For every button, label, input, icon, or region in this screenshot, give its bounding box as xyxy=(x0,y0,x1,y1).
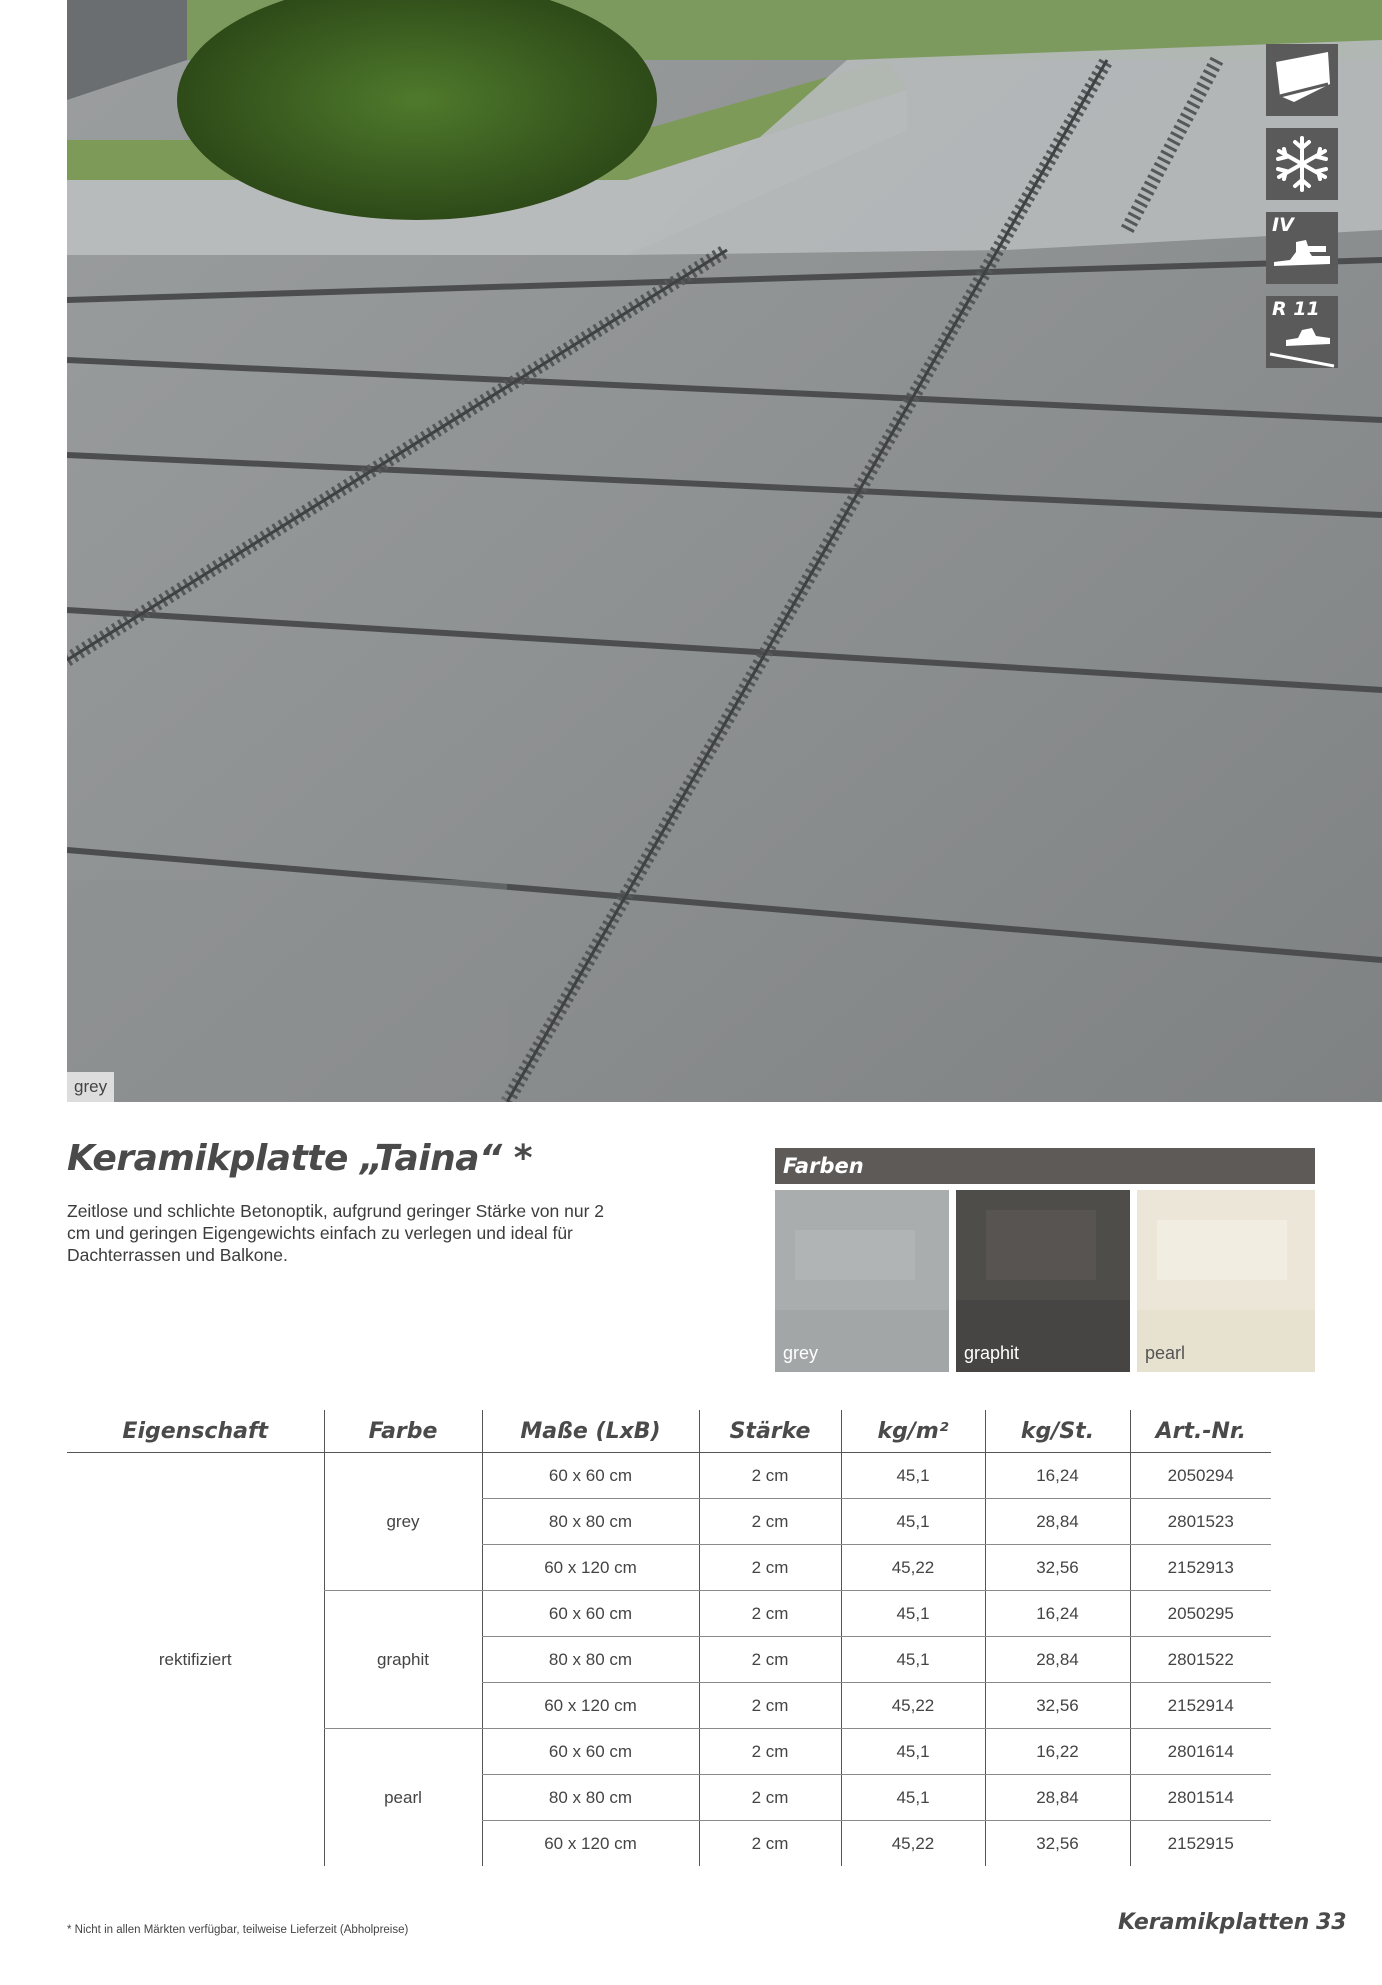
cell: 2801522 xyxy=(1130,1637,1271,1683)
farben-heading: Farben xyxy=(775,1148,1315,1184)
cell: 60 x 120 cm xyxy=(482,1545,699,1591)
cell: 2801514 xyxy=(1130,1775,1271,1821)
cell: 45,22 xyxy=(841,1545,985,1591)
cell: 60 x 60 cm xyxy=(482,1453,699,1499)
spec-table xyxy=(67,1410,1271,1866)
col-header: Maße (LxB) xyxy=(482,1410,699,1453)
cell: 45,22 xyxy=(841,1821,985,1867)
cell: 28,84 xyxy=(985,1499,1130,1545)
col-header: Farbe xyxy=(324,1410,482,1453)
cell: 80 x 80 cm xyxy=(482,1499,699,1545)
cell: 2 cm xyxy=(699,1499,841,1545)
col-header: Stärke xyxy=(699,1410,841,1453)
farbe-cell: pearl xyxy=(324,1729,482,1867)
cell: 16,24 xyxy=(985,1453,1130,1499)
cell: 60 x 60 cm xyxy=(482,1591,699,1637)
slip-resistance-label: R 11 xyxy=(1272,298,1320,320)
cell: 2050295 xyxy=(1130,1591,1271,1637)
product-title: Keramikplatte „Taina“ * xyxy=(67,1138,533,1179)
swatch-graphit xyxy=(956,1190,1130,1372)
cell: 45,1 xyxy=(841,1729,985,1775)
cell: 80 x 80 cm xyxy=(482,1637,699,1683)
cell: 2801523 xyxy=(1130,1499,1271,1545)
cell: 2152914 xyxy=(1130,1683,1271,1729)
farbe-cell: grey xyxy=(324,1453,482,1591)
swatch-label: grey xyxy=(783,1343,819,1363)
cell: 45,1 xyxy=(841,1453,985,1499)
cell: 45,1 xyxy=(841,1591,985,1637)
cell: 60 x 120 cm xyxy=(482,1683,699,1729)
cell: 28,84 xyxy=(985,1637,1130,1683)
cell: 2152913 xyxy=(1130,1545,1271,1591)
cell: 2 cm xyxy=(699,1453,841,1499)
col-header: kg/m² xyxy=(841,1410,985,1453)
swatch-pearl xyxy=(1137,1190,1315,1372)
cell: 2 cm xyxy=(699,1591,841,1637)
table-row xyxy=(67,1453,1271,1499)
col-header: Eigenschaft xyxy=(67,1410,324,1453)
swatch-label: pearl xyxy=(1145,1343,1186,1363)
cell: 45,1 xyxy=(841,1637,985,1683)
cell: 2 cm xyxy=(699,1729,841,1775)
cell: 32,56 xyxy=(985,1821,1130,1867)
cell: 2 cm xyxy=(699,1683,841,1729)
frost-resistant-icon xyxy=(1266,128,1338,200)
cell: 45,1 xyxy=(841,1499,985,1545)
cell: 32,56 xyxy=(985,1545,1130,1591)
swatch-label: graphit xyxy=(964,1343,1020,1363)
slip-resistance-icon xyxy=(1266,296,1338,368)
cell: 32,56 xyxy=(985,1683,1130,1729)
page-number: 33 xyxy=(1316,1910,1347,1935)
cell: 16,24 xyxy=(985,1591,1130,1637)
abrasion-class-icon xyxy=(1266,212,1338,284)
cell: 2 cm xyxy=(699,1775,841,1821)
abrasion-class-label: IV xyxy=(1272,214,1294,236)
footnote: * Nicht in allen Märkten verfügbar, teilweise Lieferzeit (Abholpreise) xyxy=(67,1924,409,1936)
cell: 60 x 60 cm xyxy=(482,1729,699,1775)
cell: 2 cm xyxy=(699,1637,841,1683)
hero-caption: grey xyxy=(67,1072,114,1102)
eigenschaft-cell: rektifiziert xyxy=(158,1649,232,1669)
footer-section-title: Keramikplatten xyxy=(1118,1910,1310,1935)
cell: 2 cm xyxy=(699,1821,841,1867)
cell: 2801614 xyxy=(1130,1729,1271,1775)
farbe-cell: graphit xyxy=(324,1591,482,1729)
cell: 80 x 80 cm xyxy=(482,1775,699,1821)
cell: 60 x 120 cm xyxy=(482,1821,699,1867)
cell: 2 cm xyxy=(699,1545,841,1591)
col-header: kg/St. xyxy=(985,1410,1130,1453)
cell: 45,22 xyxy=(841,1683,985,1729)
table-header-row xyxy=(67,1410,1271,1453)
cell: 2152915 xyxy=(1130,1821,1271,1867)
indoor-outdoor-icon xyxy=(1266,44,1338,116)
col-header: Art.-Nr. xyxy=(1130,1410,1271,1453)
cell: 28,84 xyxy=(985,1775,1130,1821)
hero-photo xyxy=(67,0,1382,1102)
cell: 45,1 xyxy=(841,1775,985,1821)
cell: 2050294 xyxy=(1130,1453,1271,1499)
cell: 16,22 xyxy=(985,1729,1130,1775)
property-badges xyxy=(1266,44,1338,380)
product-description: Zeitlose und schlichte Betonoptik, aufgrund geringer Stärke von nur 2 cm und geringen Eigengewichts einfach zu verlegen und ideal für Dachterrassen und Balkone. xyxy=(67,1201,604,1265)
swatch-grey xyxy=(775,1190,949,1372)
